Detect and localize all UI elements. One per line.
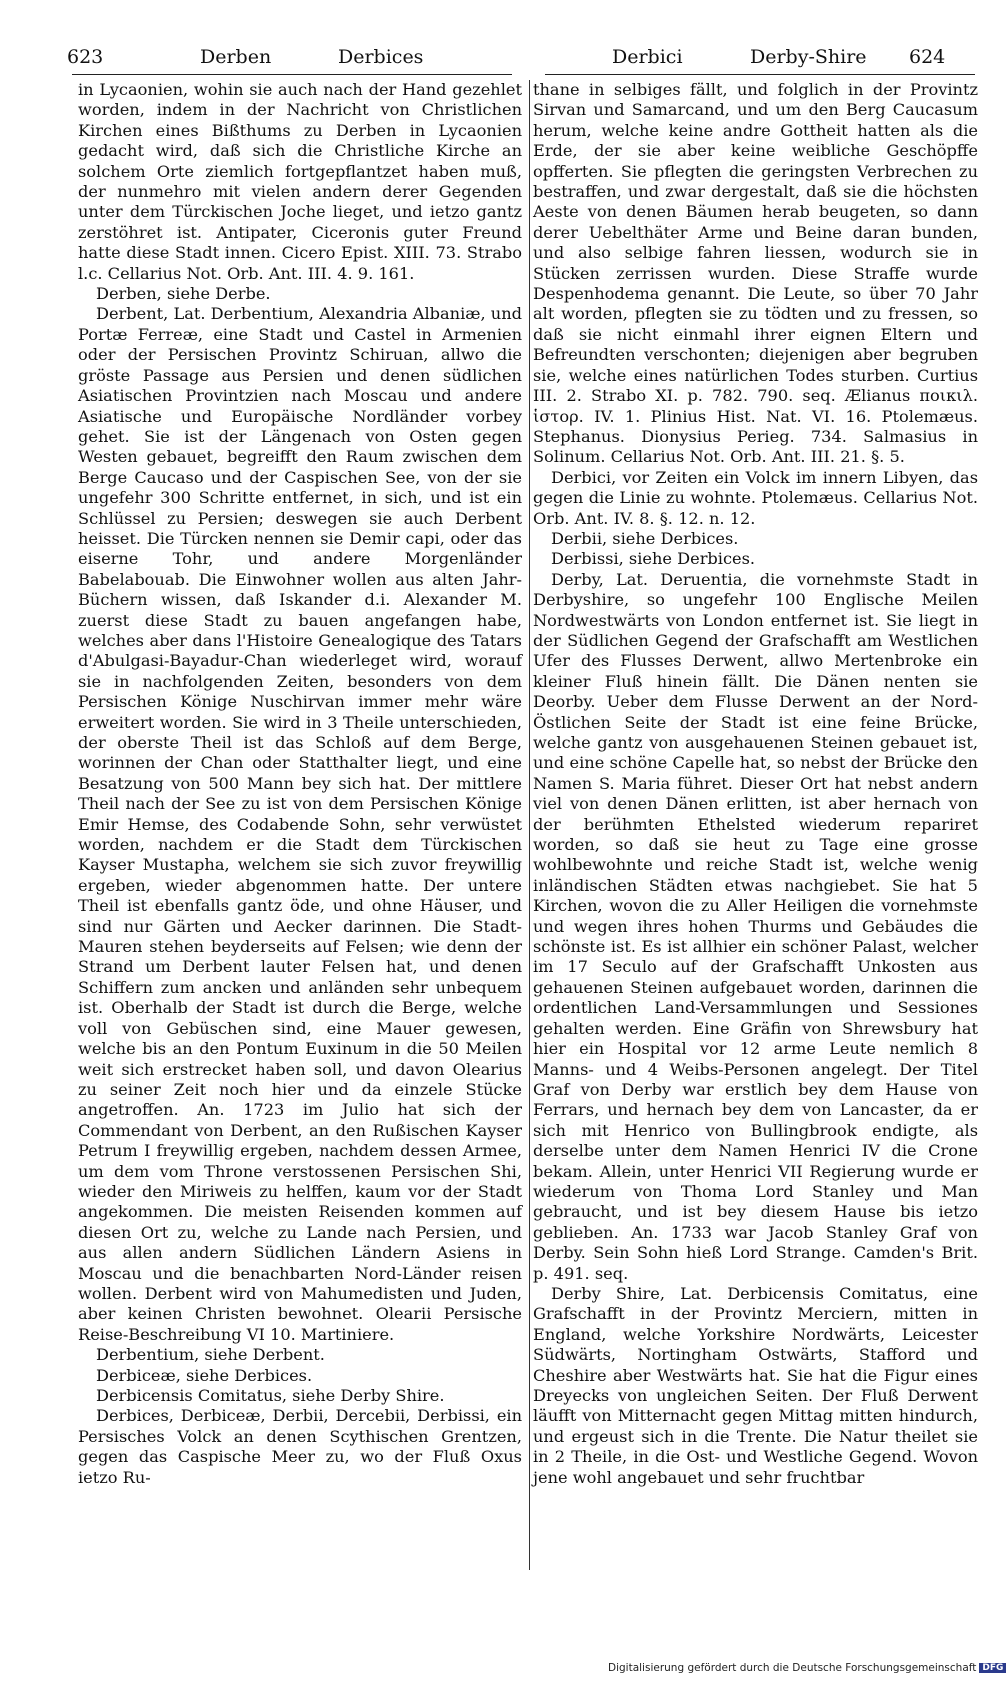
- entry-derbicensis-comitatus: Derbicensis Comitatus, siehe Derby Shire.: [96, 1386, 445, 1405]
- footer-text: Digitalisierung gefördert durch die Deutsche Forschungsgemeinschaft: [608, 1662, 977, 1674]
- page-number-right: 624: [909, 46, 946, 68]
- header-rule-right: [545, 74, 975, 75]
- entry-derbii: Derbii, siehe Derbices.: [551, 528, 739, 548]
- left-column: [78, 80, 522, 1488]
- running-head-right-1: Derbici: [612, 46, 683, 68]
- column-divider: [529, 80, 530, 1570]
- header-rule-left: [72, 74, 512, 75]
- entry-derby: Derby, Lat. Deruentia, die vornehmste Stadt in Derbyshire, so ungefehr 100 Englische Meilen Nordwestwärts von London entfernet ist. Sie liegt in der Südlichen Gegend der Grafschafft am Westlichen Ufer des Flusses Derwent, allwo Mertenbroke ein kleiner Fluß hinein fällt. Die Dänen nenten sie Deorby. Ueber dem Flusse Derwent an der Nord-Östlichen Seite der Stadt ist eine feine Brücke, welche gantz von ausgehauenen Steinen gebauet ist, und eine schöne Capelle hat, so nebst der Brücke den Namen S. Maria führet. Dieser Ort hat nebst andern viel von denen Dänen erlitten, ist aber hernach von der berühmten Ethelsted wiederum repariret worden, so daß sie heut zu Tage eine grosse wohlbewohnte und reiche Stadt ist, welche wenig inländischen Städten etwas nachgiebet. Sie hat 5 Kirchen, wovon die zu Aller Heiligen die vornehmste und wegen ihres hohen Thurms und Gebäudes die schönste ist. Es ist allhier ein schöner Palast, welcher im 17 Seculo auf der Grafschafft Unkosten aus gehauenen Steinen aufgebauet worden, darinnen die ordentlichen Land-Versammlungen und Sessiones gehalten werden. Eine Gräfin von Shrewsbury hat hier ein Hospital vor 12 arme Leute nemlich 8 Manns- und 4 Weibs-Personen angelegt. Der Titel Graf von Derby war erstlich bey dem Hause von Ferrars, und hernach bey dem von Lancaster, da er sich mit Henrico von Bullingbrook endigte, als derselbe unter dem Namen Henrici IV die Crone bekam. Allein, unter Henrici VII Regierung wurde er wiederum von Thoma Lord Stanley und Man gebraucht, und ist bey diesem Hause bis ietzo geblieben. An. 1733 war Jacob Stanley Graf von Derby. Sein Sohn hieß Lord Strange. Camden's Brit. p. 491. seq.: [533, 569, 978, 1283]
- entry-derbissi: Derbissi, siehe Derbices.: [551, 549, 756, 569]
- entry-derbices-continued: thane in selbiges fällt, und folglich in der Provintz Sirvan und Samarcand, und um den Berg Caucasum herum, welche keine andre Gottheit hatten als die Erde, der sie aber keine weibliche Geschöpffe opfferten. Sie pflegten die geringsten Verbrechen zu bestraffen, und zwar dergestalt, daß sie die höchsten Aeste von denen Bäumen herab beugeten, so dann derer Uebelthäter Arme und Beine daran bunden, und also selbige fahren liessen, wodurch sie in Stücken zerrissen wurden. Diese Straffe wurde Despenhodema genannt. Die Leute, so über 70 Jahr alt worden, pflegten sie zu tödten und zu fressen, so daß sie nicht einmahl ihrer eignen Eltern und Befreundten verschonten; diejenigen aber begruben sie, welche eines natürlichen Todes sturben. Curtius III. 2. Strabo XI. p. 782. 790. seq. Ælianus ποικιλ. ἱστορ. IV. 1. Plinius Hist. Nat. VI. 16. Ptolemæus. Stephanus. Dionysius Perieg. 734. Salmasius in Solinum. Cellarius Not. Orb. Ant. III. 21. §. 5.: [533, 80, 978, 467]
- entry-derbiceae: Derbiceæ, siehe Derbices.: [96, 1365, 313, 1385]
- dfg-logo: DFG: [979, 1663, 1006, 1673]
- running-head-right-2: Derby-Shire: [750, 46, 867, 68]
- page-number-left: 623: [67, 46, 104, 68]
- page-header: [0, 38, 1000, 78]
- entry-derbe-continued: in Lycaonien, wohin sie auch nach der Hand gezehlet worden, indem in der Nachricht von Christlichen Kirchen eines Bißthums zu Derben in Lycaonien gedacht wird, daß sich die Christliche Kirche an solchem Orte ziemlich fortgepflantzet haben muß, der nunmehro mit vielen andern derer Gegenden unter dem Türckischen Joche lieget, und ietzo gantz zerstöhret ist. Antipater, Ciceronis guter Freund hatte diese Stadt innen. Cicero Epist. XIII. 73. Strabo l.c. Cellarius Not. Orb. Ant. III. 4. 9. 161.: [78, 80, 522, 283]
- entry-derben: Derben, siehe Derbe.: [96, 284, 271, 304]
- entry-derbentium: Derbentium, siehe Derbent.: [96, 1345, 325, 1365]
- entry-derbici: Derbici, vor Zeiten ein Volck im innern Libyen, das gegen die Linie zu wohnte. Ptolemæus. Cellarius Not. Orb. Ant. IV. 8. §. 12. n. 12.: [533, 467, 978, 528]
- entry-derbent: Derbent, Lat. Derbentium, Alexandria Albaniæ, und Portæ Ferreæ, eine Stadt und Castel in Armenien oder der Persischen Provintz Schiruan, allwo die gröste Passage aus Persien und denen südlichen Asiatischen Provintzien nach Moscau und andere Asiatische und Europäische Nordländer vorbey gehet. Sie ist der Längenach von Osten gegen Westen gebauet, begreifft den Raum zwischen dem Berge Caucaso und der Caspischen See, von der sie ungefehr 300 Schritte entfernet, in sich, und ist ein Schlüssel zu Persien; deswegen sie auch Derbent heisset. Die Türcken nennen sie Demir capi, oder das eiserne Tohr, und andere Morgenländer Babelabouab. Die Einwohner wollen aus alten Jahr-Büchern wissen, daß Iskander d.i. Alexander M. zuerst diese Stadt zu bauen angefangen habe, welches aber dans l'Histoire Genealogique des Tatars d'Abulgasi-Bayadur-Chan wiederleget wird, worauf sie in nachfolgenden Zeiten, besonders von dem Persischen Könige Nuschirvan immer mehr wäre erweitert worden. Sie wird in 3 Theile unterschieden, der oberste Theil ist das Schloß auf dem Berge, worinnen der Chan oder Statthalter liegt, und eine Besatzung von 500 Mann bey sich hat. Der mittlere Theil nach der See zu ist von dem Persischen Könige Emir Hemse, des Codabende Sohn, sehr verwüstet worden, nachdem er die Stadt dem Türckischen Kayser Mustapha, welchem sie sich zuvor freywillig ergeben, wieder abgenommen hatte. Der untere Theil ist ebenfalls gantz öde, und ohne Häuser, und sind nur Gärten und Aecker darinnen. Die Stadt-Mauren stehen beyderseits auf Felsen; wie denn der Strand um Derbent lauter Felsen hat, und denen Schiffern zum ancken und anländen sehr unbequem ist. Oberhalb der Stadt ist durch die Berge, welche voll von Gebüschen sind, eine Mauer gewesen, welche bis an den Pontum Euxinum in die 50 Meilen weit sich erstrecket haben soll, und davon Olearius zu seiner Zeit noch hier und da einzele Stücke angetroffen. An. 1723 im Julio hat sich der Commendant von Derbent, an den Rußischen Kayser Petrum I freywillig ergeben, nachdem dessen Armee, um dem vom Throne verstossenen Persischen Shi, wieder den Miriweis zu helffen, kaum vor der Stadt angekommen. Die meisten Reisenden kommen auf diesen Ort zu, welche zu Lande nach Persien, und aus allen andern Südlichen Ländern Asiens in Moscau und die benachbarten Nord-Länder reisen wollen. Derbent wird von Mahumedisten und Juden, aber keinen Christen bewohnet. Olearii Persische Reise-Beschreibung VI 10. Martiniere.: [78, 304, 522, 1344]
- entry-derby-shire: Derby Shire, Lat. Derbicensis Comitatus, eine Grafschafft in der Provintz Merciern, mitten in England, welche Yorkshire Nordwärts, Leicester Südwärts, Nortingham Ostwärts, Stafford und Cheshire aber Westwärts hat. Sie hat die Figur eines Dreyecks von ungleichen Seiten. Der Fluß Derwent läufft von Mitternacht gegen Mittag mitten hindurch, und ergeust sich in die Trente. Die Natur theilet sie in 2 Theile, in die Ost- und Westliche Gegend. Wovon jene wohl angebauet und sehr fruchtbar: [533, 1283, 978, 1487]
- running-head-left-1: Derben: [200, 46, 272, 68]
- digitization-footer: [608, 1662, 1004, 1676]
- right-column: [533, 80, 978, 1488]
- entry-derbices: Derbices, Derbiceæ, Derbii, Dercebii, Derbissi, ein Persisches Volck an denen Scythischen Grentzen, gegen das Caspische Meer zu, wo der Fluß Oxus ietzo Ru-: [78, 1406, 522, 1487]
- running-head-left-2: Derbices: [338, 46, 424, 68]
